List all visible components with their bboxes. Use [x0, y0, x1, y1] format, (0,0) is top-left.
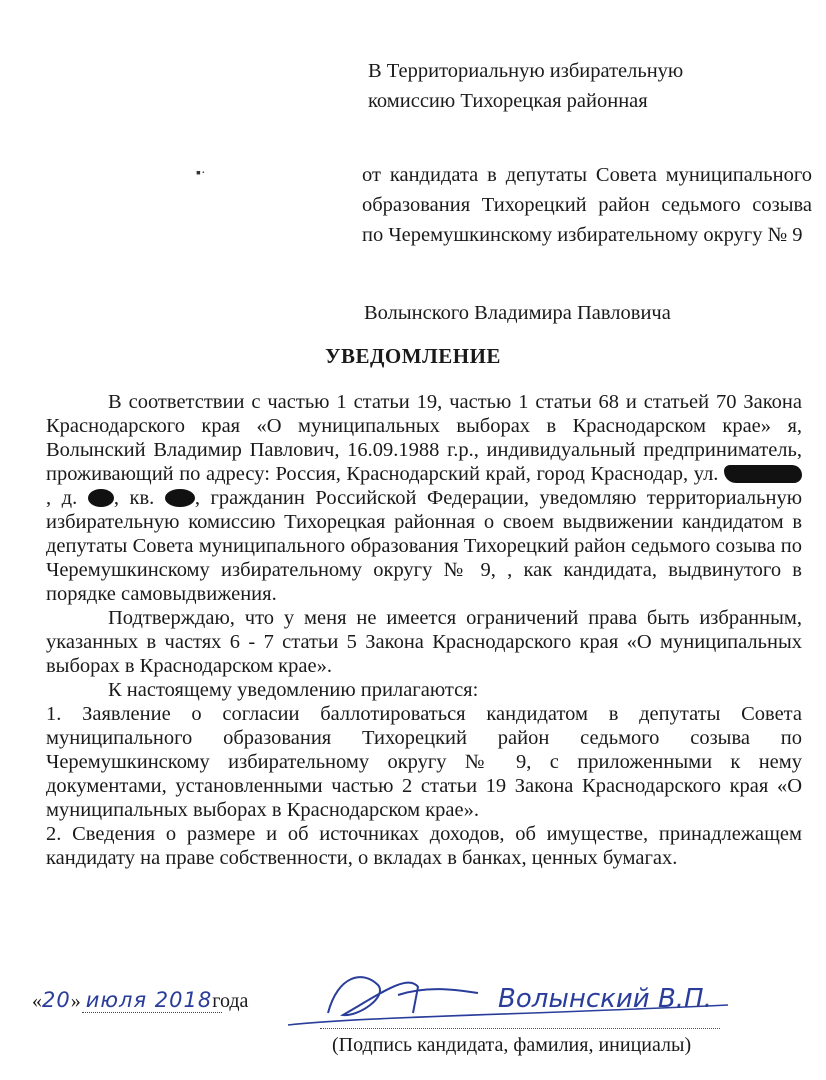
paragraph-2: Подтверждаю, что у меня не имеется ограничений права быть избранным, указанных в частях 6 - 7 статьи 5 Закона Краснодарского края «О муниципальных выборах в Краснодарском крае». — [46, 607, 802, 677]
date-month-year: июля 2018 — [85, 988, 213, 1012]
date-underline — [82, 1012, 222, 1013]
document-title: УВЕДОМЛЕНИЕ — [325, 344, 501, 368]
paragraph-3: К настоящему уведомлению прилагаются: — [108, 679, 479, 701]
addressee-block — [368, 56, 788, 116]
signature-handwritten-name: Волынский В.П. — [498, 984, 712, 1014]
date-suffix: года — [212, 990, 249, 1012]
paragraph-1-part-b: , д. — [46, 487, 78, 509]
attachment-item-2: 2. Сведения о размере и об источниках доходов, об имуществе, принадлежащем кандидату на праве собственности, о вкладах в банках, ценных бумагах. — [46, 823, 802, 869]
redacted-apartment — [165, 489, 195, 507]
paragraph-1-part-a: В соответствии с частью 1 статьи 19, частью 1 статьи 68 и статьей 70 Закона Краснодарского края «О муниципальных выборах в Краснодарском крае» я, Волынский Владимир Павлович, 16.09.1988 г.р., индивидуальный предприниматель, проживающий по адресу: Россия, Краснодарский край, город Краснодар, ул. — [46, 391, 802, 485]
handwritten-signature — [268, 965, 798, 1035]
paragraph-1-part-d: , гражданин Российской Федерации, уведомляю территориальную избирательную комиссию Тихорецкая районная о своем выдвижении кандидатом в депутаты Совета муниципального образования Тихорецкий район седьмого созыва по Черемушкинскому избирательному округу № 9, , как кандидата, выдвинутого в порядке самовыдвижения. — [46, 487, 803, 605]
date-day: 20 — [42, 988, 71, 1012]
redacted-street — [724, 465, 802, 483]
sender-block: от кандидата в депутаты Совета муниципального образования Тихорецкий район седьмого созыва по Черемушкинскому избирательному округу № 9 — [362, 164, 812, 246]
addressee-line-2: комиссию Тихорецкая районная — [368, 90, 648, 112]
sender-name: Волынского Владимира Павловича — [364, 302, 671, 324]
attachment-item-1: 1. Заявление о согласии баллотироваться кандидатом в депутаты Совета муниципального образования Тихорецкий район седьмого созыва по Черемушкинскому избирательному округу № 9, с приложенными к нему документами, установленными частью 2 статьи 19 Закона Краснодарского края «О муниципальных выборах в Краснодарском крае». — [46, 703, 802, 821]
signature-caption: (Подпись кандидата, фамилия, инициалы) — [332, 1034, 692, 1056]
paragraph-1-part-c: , кв. — [113, 487, 155, 509]
addressee-line-1: В Территориальную избирательную — [368, 60, 684, 82]
paragraph-1 — [46, 390, 802, 606]
redacted-house — [88, 489, 114, 507]
document-body — [46, 390, 802, 870]
signature-line — [320, 1028, 720, 1029]
date-close-quote: » — [70, 990, 81, 1012]
stray-mark: ▪· — [196, 166, 206, 181]
date-open-quote: « — [32, 990, 42, 1012]
